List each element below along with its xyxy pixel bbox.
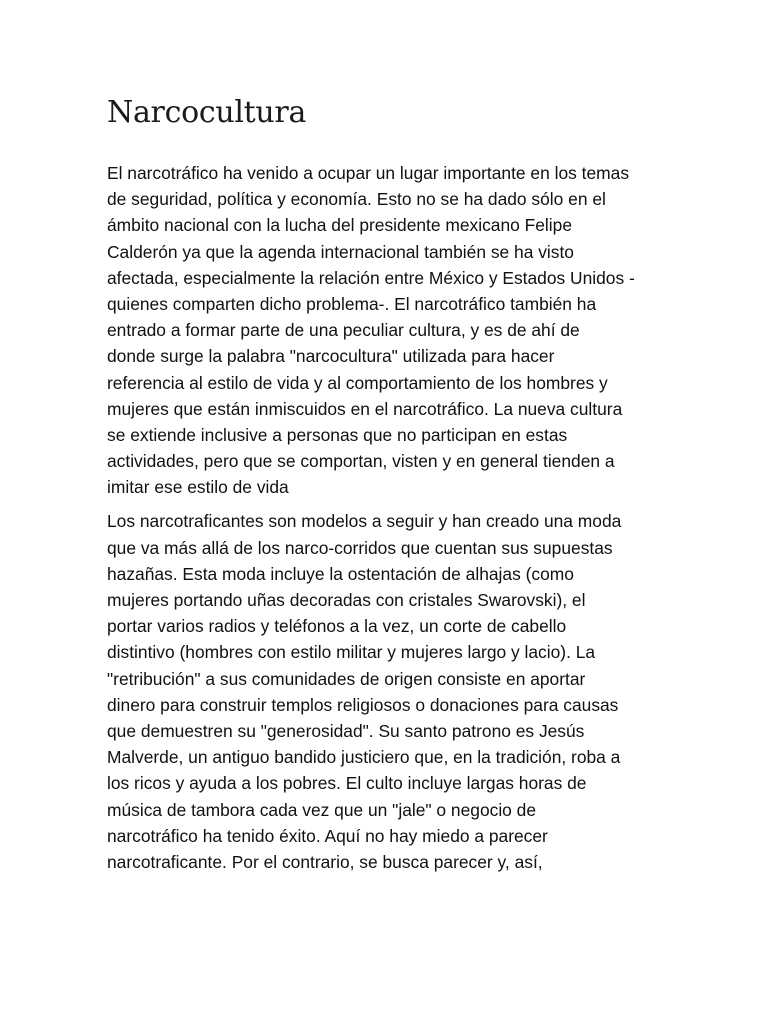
text-line: donde surge la palabra "narcocultura" utilizada para hacer [107,346,555,367]
text-line: que demuestren su "generosidad". Su santo patrono es Jesús [107,720,585,741]
text-line: afectada, especialmente la relación entre México y Estados Unidos - [107,267,635,288]
document-title: Narcocultura [107,95,307,130]
text-line: mujeres portando uñas decoradas con cristales Swarovski), el [107,590,586,610]
text-line: quienes comparten dicho problema-. El narcotráfico también ha [107,293,597,314]
text-line: referencia al estilo de vida y al comportamiento de los hombres y [107,372,608,393]
document-body [107,160,667,883]
text-line: narcotráfico ha tenido éxito. Aquí no hay miedo a parecer [107,825,548,846]
text-line: mujeres que están inmiscuidos en el narcotráfico. La nueva cultura [107,398,623,419]
text-line: actividades, pero que se comportan, visten y en general tienden a [107,451,615,472]
text-line: imitar ese estilo de vida [107,477,289,498]
text-line: entrado a formar parte de una peculiar cultura, y es de ahí de [107,320,580,341]
text-line: distintivo (hombres con estilo militar y mujeres largo y lacio). La [107,642,596,663]
text-line: se extiende inclusive a personas que no participan en estas [107,424,568,445]
text-line: narcotraficante. Por el contrario, se busca parecer y, así, [107,851,543,872]
text-line: los ricos y ayuda a los pobres. El culto incluye largas horas de [107,773,587,794]
paragraph-1 [107,160,667,500]
text-line: que va más allá de los narco-corridos que cuentan sus supuestas [107,537,613,558]
text-line: Malverde, un antiguo bandido justiciero que, en la tradición, roba a [107,747,621,768]
text-line: "retribución" a sus comunidades de origen consiste en aportar [107,668,586,689]
text-line: ámbito nacional con la lucha del presidente mexicano Felipe [107,215,572,236]
text-line: El narcotráfico ha venido a ocupar un lugar importante en los temas [107,163,630,183]
text-line: Los narcotraficantes son modelos a seguir y han creado una moda [107,511,622,532]
text-line: dinero para construir templos religiosos o donaciones para causas [107,694,619,715]
text-line: hazañas. Esta moda incluye la ostentación de alhajas (como [107,563,574,584]
text-line: Calderón ya que la agenda internacional también se ha visto [107,241,574,262]
text-line: música de tambora cada vez que un "jale" o negocio de [107,799,537,820]
text-line: portar varios radios y teléfonos a la vez, un corte de cabello [107,616,567,637]
text-line: de seguridad, política y economía. Esto no se ha dado sólo en el [107,189,606,210]
paragraph-2 [107,508,667,875]
